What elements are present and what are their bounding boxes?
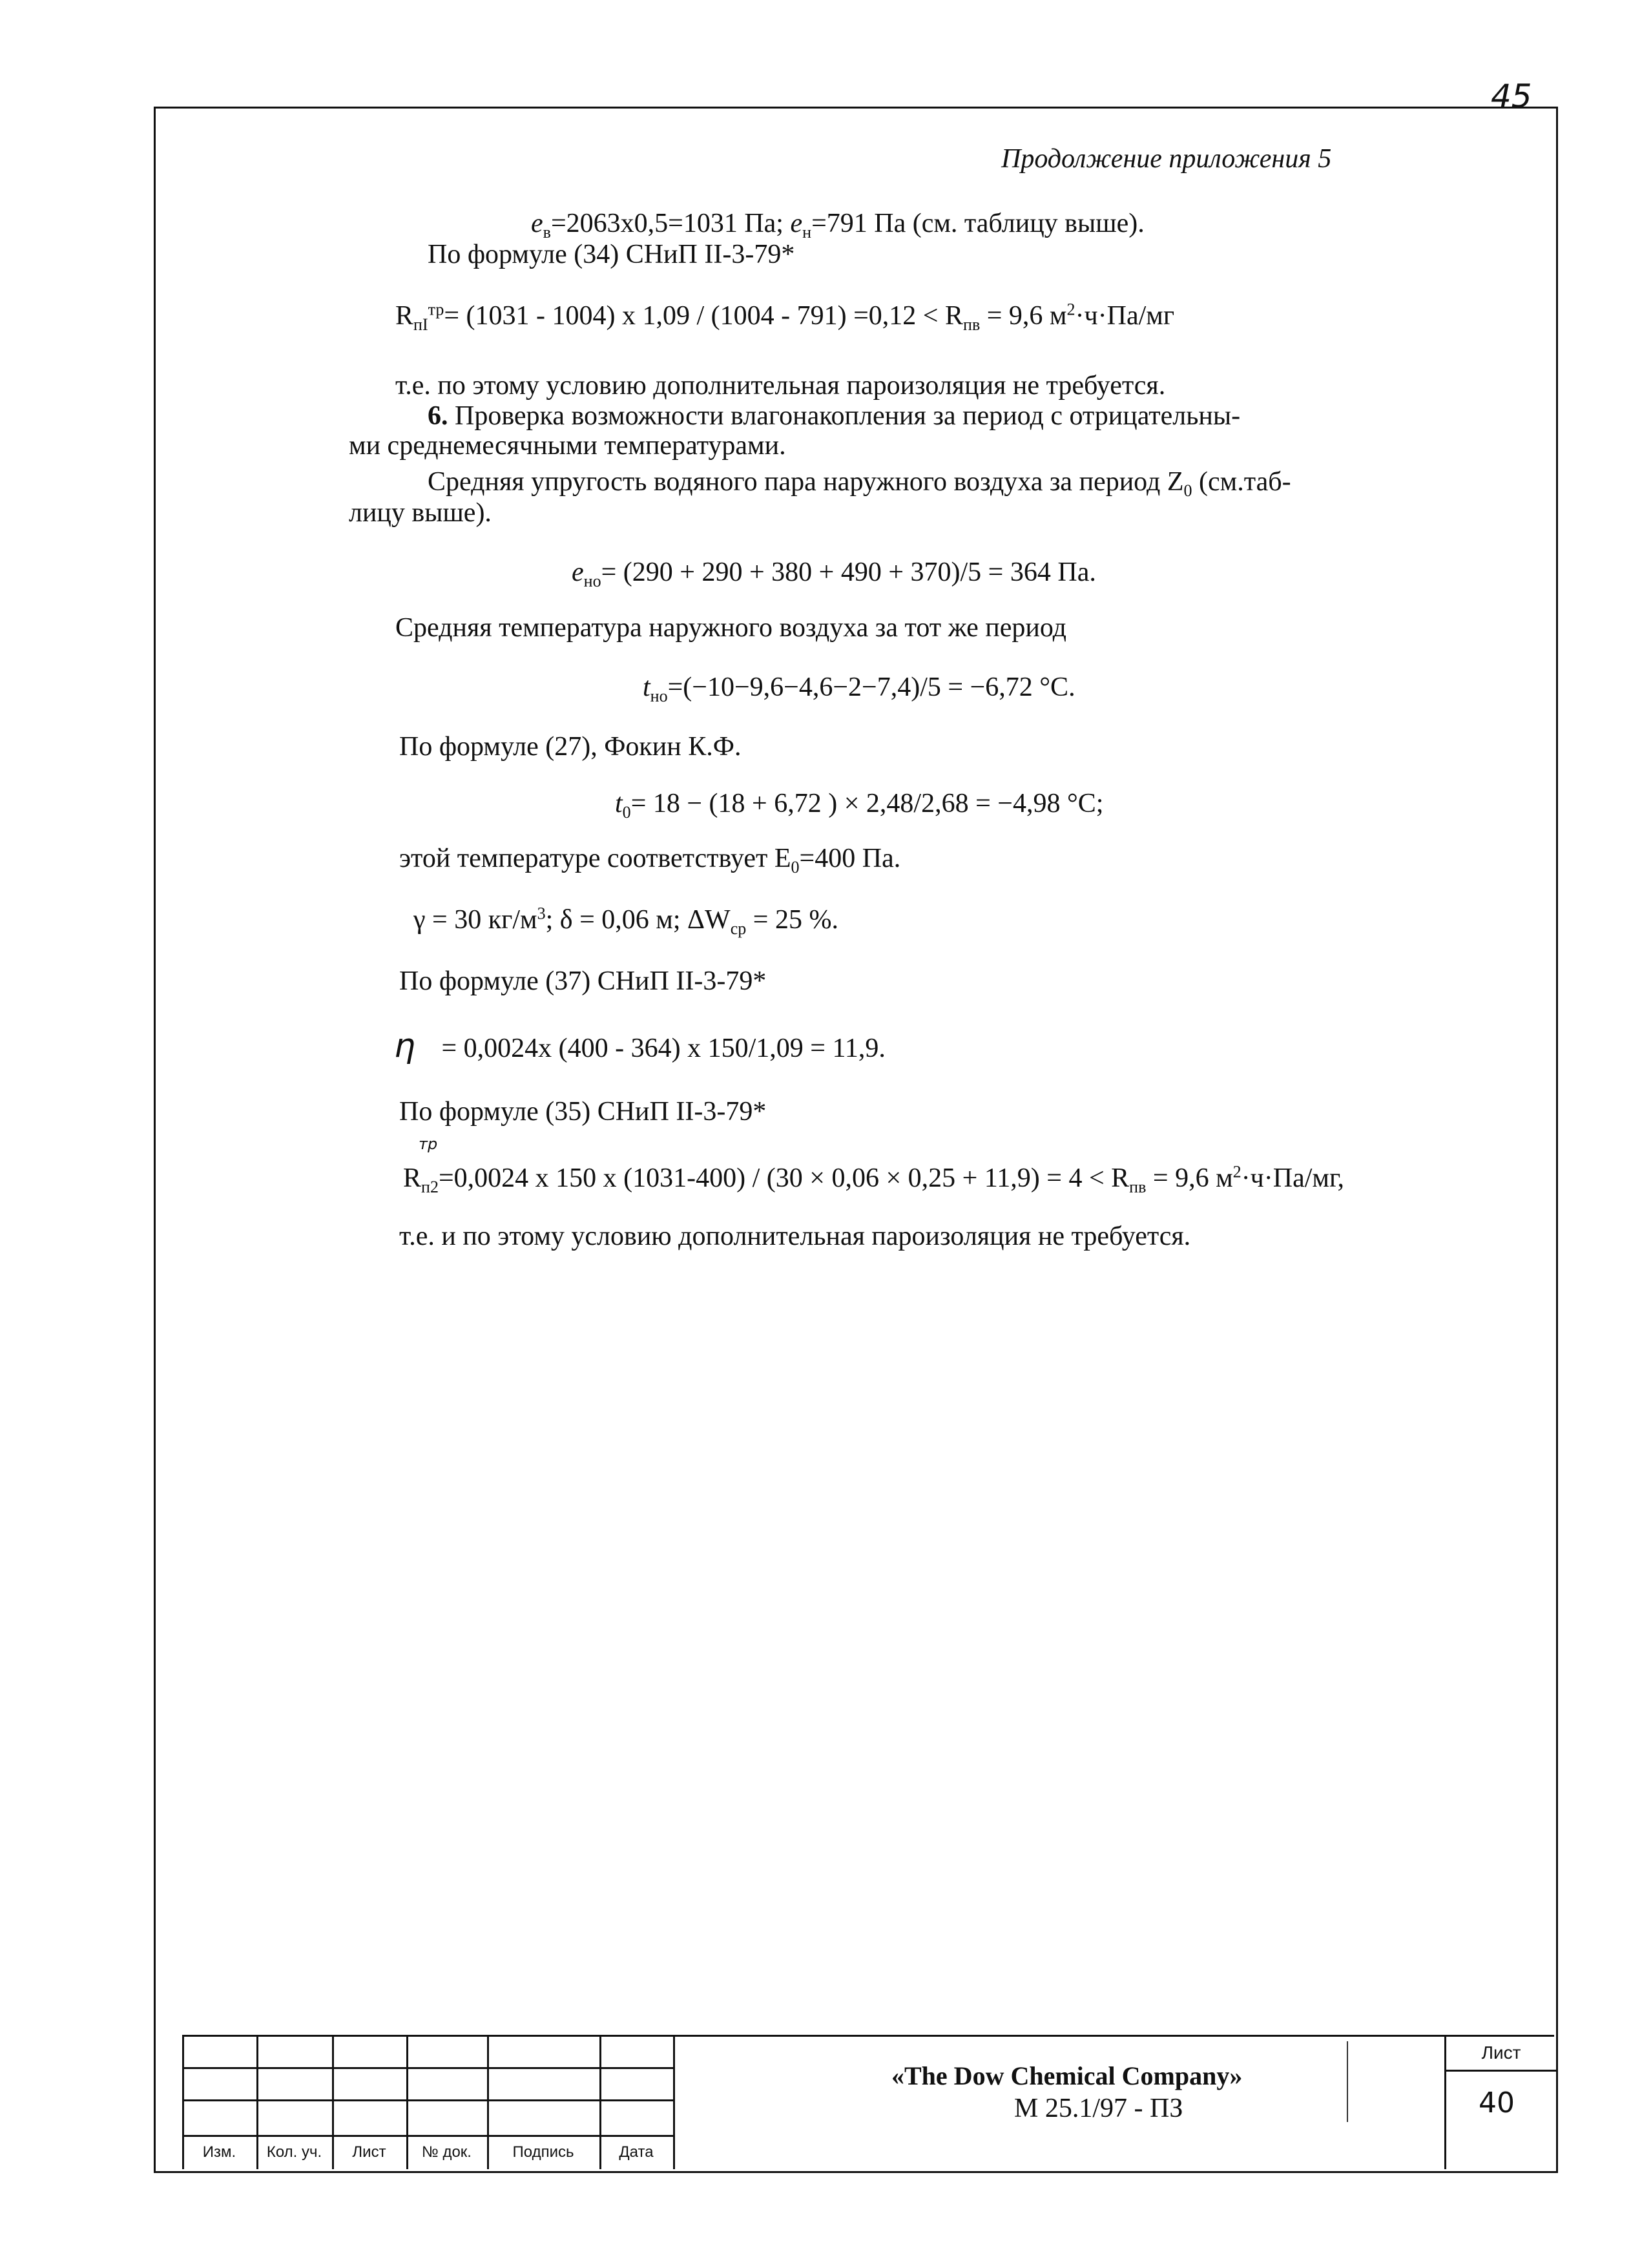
company-name: «The Dow Chemical Company»	[891, 2061, 1243, 2090]
sheet-label: Лист	[1481, 2043, 1521, 2063]
sheet-number: 40	[1479, 2086, 1515, 2119]
section-6-title-cont: ми среднемесячными температурами.	[349, 431, 786, 461]
formula-ref-34: По формуле (34) СНиП II-3-79*	[428, 240, 795, 269]
divider-mark	[1347, 2041, 1348, 2122]
revision-grid	[182, 2035, 673, 2169]
formula-eta: η = 0,0024х (400 - 364) х 150/1,09 = 11,9.	[394, 1026, 886, 1065]
col-izm: Изм.	[202, 2143, 236, 2161]
formula-t0: $t_0= 18 - (18 + 6,72$ ) × 2,48/2,68 = −4,98 °С;	[615, 789, 1104, 822]
paragraph-vapor-pressure-cont: лицу выше).	[349, 498, 492, 528]
sheet-box	[1444, 2035, 1556, 2169]
conclusion-1: т.е. по этому условию дополнительная пароизоляция не требуется.	[395, 371, 1166, 401]
formula-rp2: R тр $_{п2}$=0,0024 х 150 х $(1031-400) / (30 \times 0,06 \times 0,25 + 11,9) = 4 < R_{пв} = 9,6$ $м^2\cdot ч\cdot Па/мг$,	[403, 1135, 1344, 1197]
paragraph-temperature: Средняя температура наружного воздуха за тот же период	[395, 613, 1066, 643]
formula-tno: $t_{но}=(-10-9,6-4,6-2-7,4)/5 = -6,72$ °С.	[643, 672, 1075, 706]
formula-ref-27: По формуле (27), Фокин К.Ф.	[399, 732, 742, 762]
col-signature: Подпись	[512, 2143, 574, 2161]
col-kol-uch: Кол. уч.	[266, 2143, 322, 2161]
col-list: Лист	[352, 2143, 386, 2161]
page-number-top: 45	[1491, 78, 1532, 115]
conclusion-2: т.е. и по этому условию дополнительная пароизоляция не требуется.	[399, 1222, 1191, 1251]
appendix-header: Продолжение приложения 5	[1001, 144, 1332, 174]
paragraph-e0: этой температуре соответствует $Е_0=400$ Па.	[399, 844, 901, 877]
line-ev-en: $е_в=2063х0,5=1031$ Па; $е_н=791$ Па (см. таблицу выше).	[531, 209, 1145, 242]
paragraph-vapor-pressure: Средняя упругость водяного пара наружного воздуха за период $Z_0$ (см.таб-	[428, 467, 1291, 501]
col-date: Дата	[619, 2143, 654, 2161]
doc-code: М 25.1/97 - ПЗ	[1014, 2094, 1183, 2123]
formula-rp1: $R_{пI}^{тр}= (1031 - 1004)$ х $1,09 / (1004 - 791) =0,12 < R_{пв} = 9,6$ $м^2\cdot ч\cdot Па/мг$	[395, 300, 1175, 335]
section-6-title: 6. Проверка возможности влагонакопления за период с отрицательны-	[428, 401, 1241, 431]
parameters-line: γ = 30 $кг/м^3$; δ = 0,06 м; $\Delta W_{ср} = 25$ %.	[413, 904, 838, 939]
formula-eno: $е_{но}= (290 + 290 + 380 + 490 + 370)/5 = 364$ Па.	[572, 557, 1096, 591]
formula-ref-37: По формуле (37) СНиП II-3-79*	[399, 966, 767, 996]
col-doc-number: № док.	[422, 2143, 472, 2161]
formula-ref-35: По формуле (35) СНиП II-3-79*	[399, 1097, 767, 1127]
